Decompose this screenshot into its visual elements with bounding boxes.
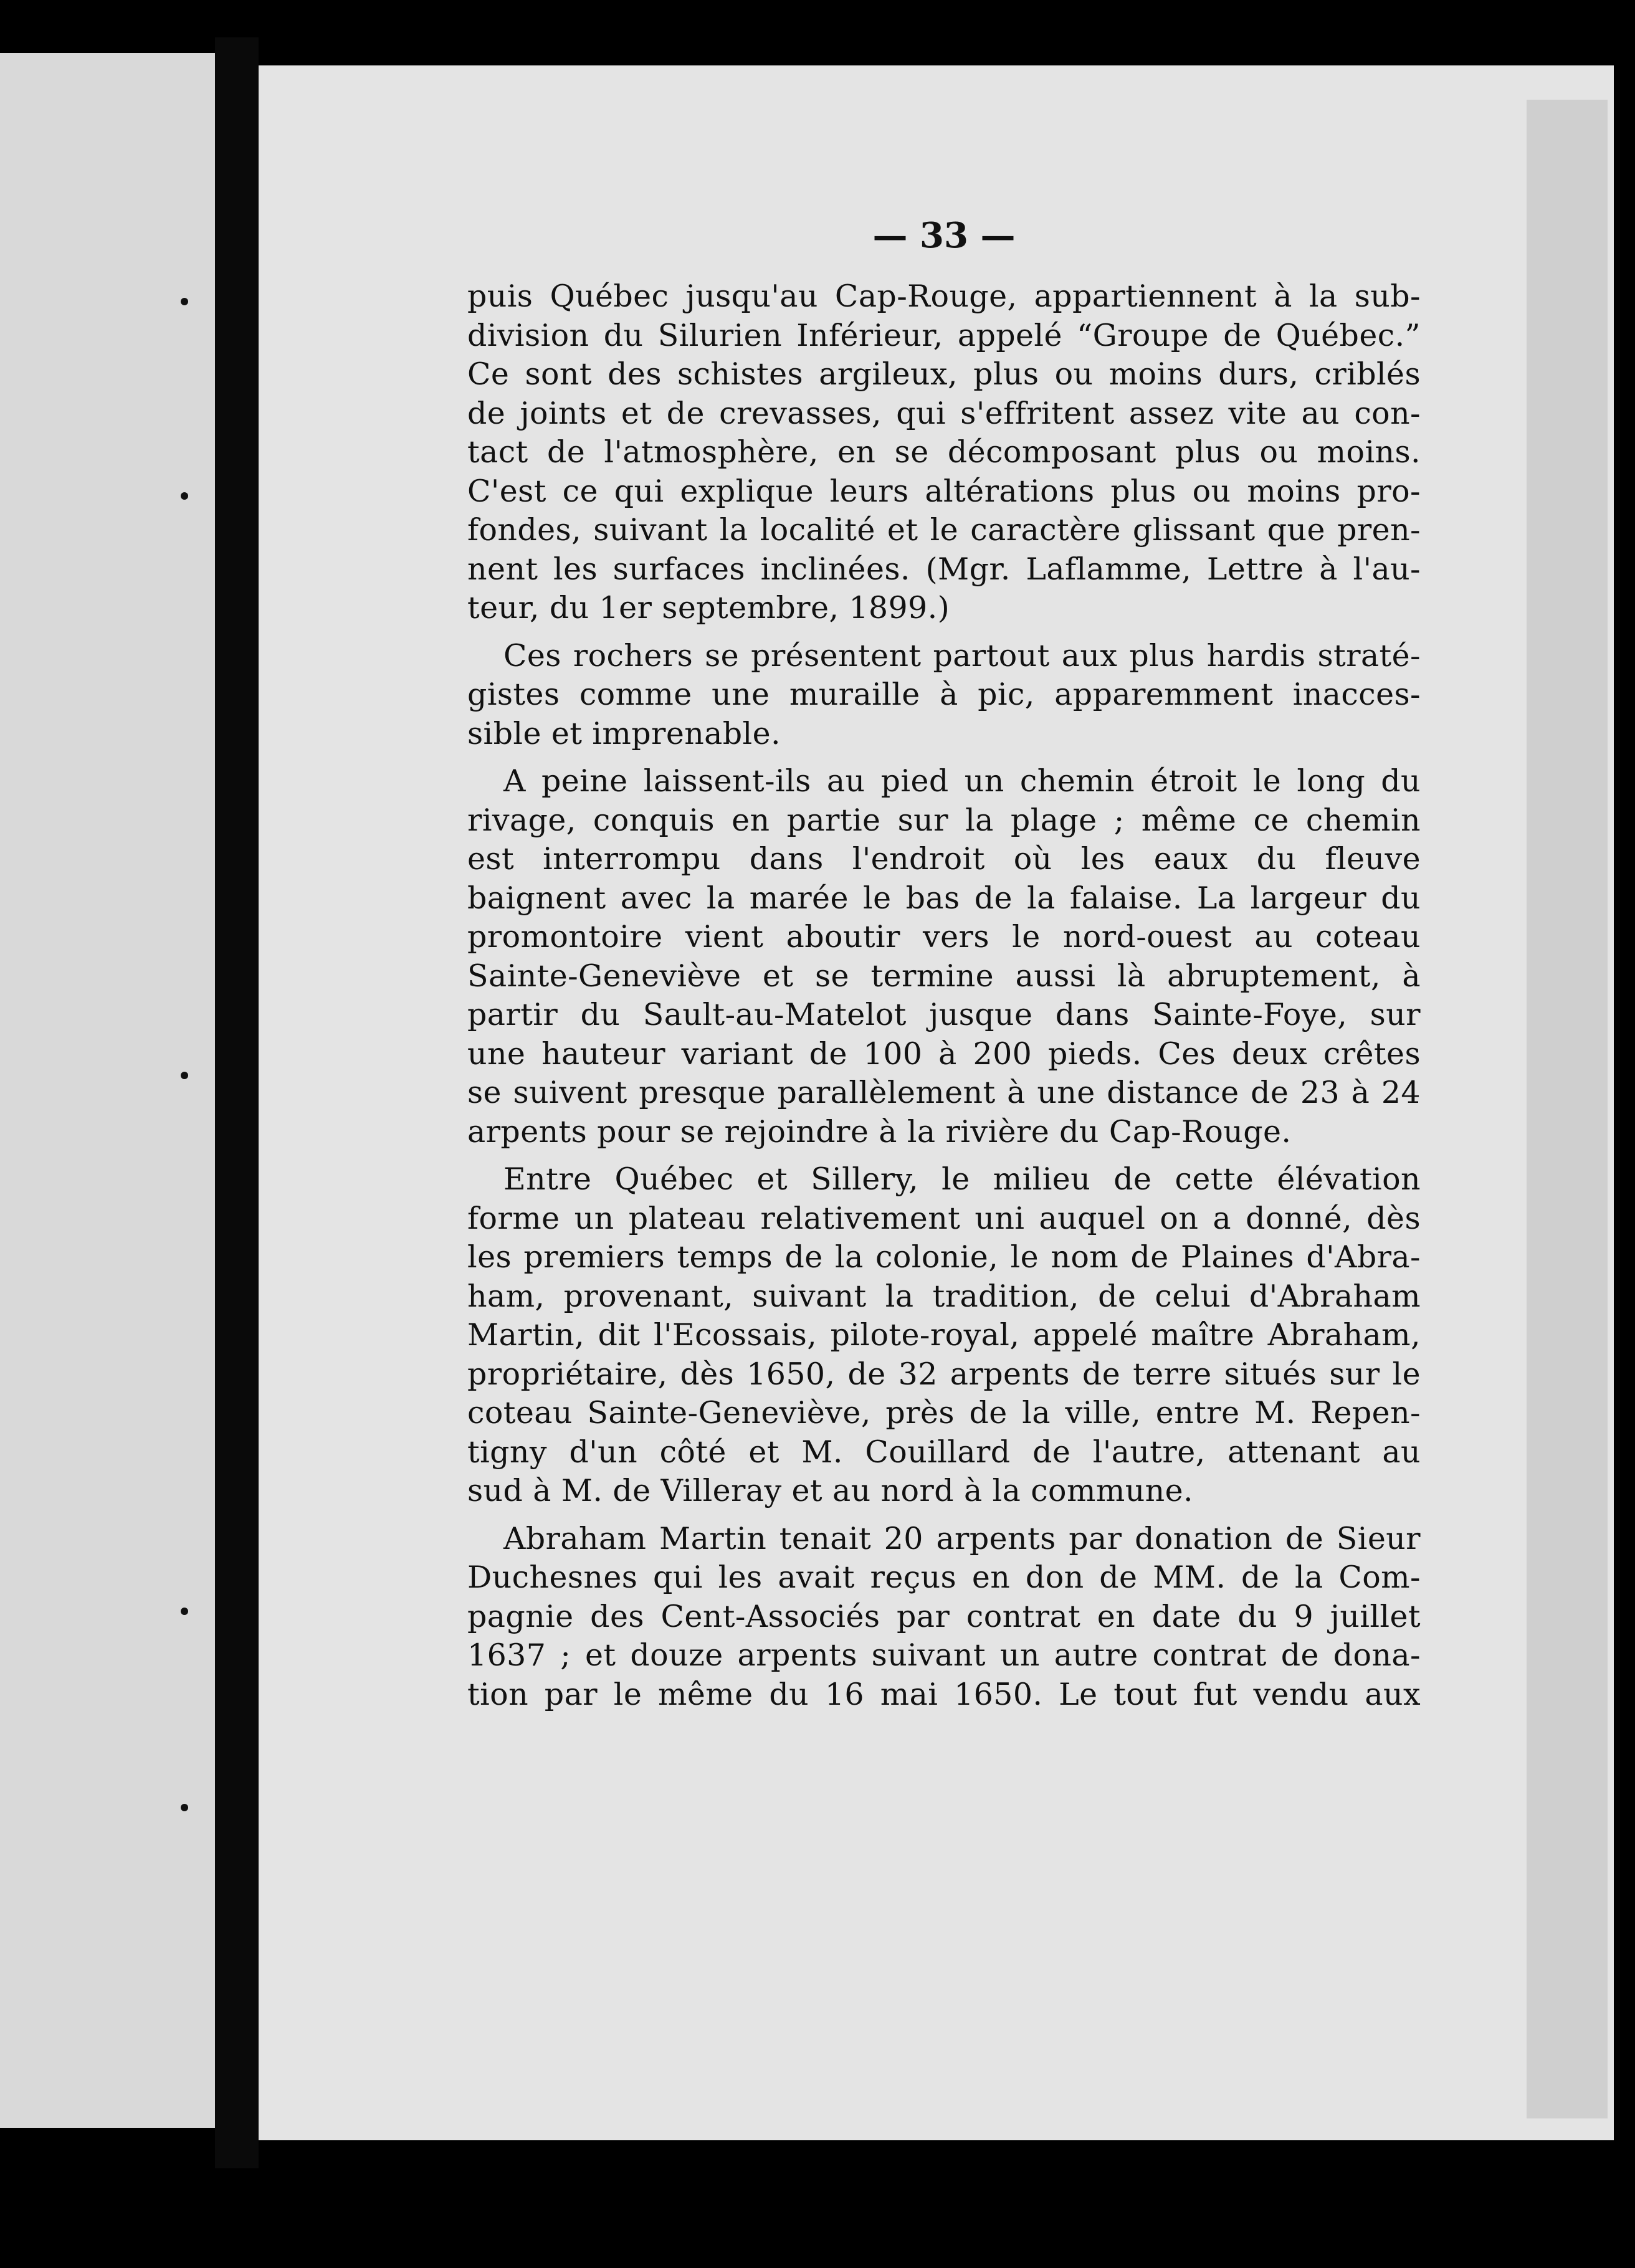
margin-mark bbox=[181, 1608, 188, 1615]
paragraph bbox=[467, 762, 1421, 1151]
page-number: — 33 — bbox=[872, 215, 1016, 256]
text-line: ham, provenant, suivant la tradition, de celui d'Abraham bbox=[467, 1278, 1421, 1314]
text-line: Martin, dit l'Ecossais, pilote-royal, appelé maître Abraham, bbox=[467, 1317, 1421, 1353]
text-line: nent les surfaces inclinées. (Mgr. Laflamme, Lettre à l'au- bbox=[467, 551, 1421, 587]
text-line: de joints et de crevasses, qui s'effritent assez vite au con- bbox=[467, 395, 1421, 431]
text-line: Ces rochers se présentent partout aux plus hardis straté- bbox=[503, 637, 1421, 674]
text-line: tigny d'un côté et M. Couillard de l'autre, attenant au bbox=[467, 1434, 1421, 1470]
paragraph bbox=[467, 1520, 1421, 1715]
text-line: fondes, suivant la localité et le caractère glissant que pren- bbox=[467, 512, 1421, 548]
page-edge bbox=[1527, 100, 1608, 2118]
margin-mark bbox=[181, 298, 188, 305]
body-text bbox=[467, 277, 1421, 1714]
text-line: puis Québec jusqu'au Cap-Rouge, appartiennent à la sub- bbox=[467, 279, 1421, 314]
text-line: coteau Sainte-Geneviève, près de la ville, entre M. Repen- bbox=[467, 1395, 1421, 1431]
text-line: teur, du 1er septembre, 1899.) bbox=[467, 590, 950, 626]
text-line: se suivent presque parallèlement à une distance de 23 à 24 bbox=[467, 1075, 1421, 1110]
text-line: rivage, conquis en partie sur la plage ; même ce chemin bbox=[467, 802, 1421, 838]
text-line: tion par le même du 16 mai 1650. Le tout fut vendu aux bbox=[467, 1676, 1421, 1712]
text-line: Entre Québec et Sillery, le milieu de cette élévation bbox=[503, 1161, 1421, 1197]
text-line: division du Silurien Inférieur, appelé “Groupe de Québec.” bbox=[467, 317, 1421, 353]
text-line: Duchesnes qui les avait reçus en don de MM. de la Com- bbox=[467, 1560, 1421, 1595]
margin-mark bbox=[181, 492, 188, 500]
text-line: forme un plateau relativement uni auquel on a donné, dès bbox=[467, 1200, 1421, 1236]
text-line: tact de l'atmosphère, en se décomposant plus ou moins. bbox=[467, 434, 1421, 470]
text-line: Ce sont des schistes argileux, plus ou moins durs, criblés bbox=[467, 356, 1421, 392]
text-line: gistes comme une muraille à pic, apparemment inacces- bbox=[467, 677, 1421, 712]
text-line: Sainte-Geneviève et se termine aussi là abruptement, à bbox=[467, 958, 1421, 994]
text-line: propriétaire, dès 1650, de 32 arpents de terre situés sur le bbox=[467, 1356, 1421, 1392]
text-line: pagnie des Cent-Associés par contrat en date du 9 juillet bbox=[467, 1598, 1421, 1634]
text-line: Abraham Martin tenait 20 arpents par donation de Sieur bbox=[503, 1520, 1421, 1556]
facing-page bbox=[0, 53, 215, 2128]
text-line: sud à M. de Villeray et au nord à la commune. bbox=[467, 1473, 1193, 1508]
paragraph bbox=[467, 277, 1421, 628]
text-line: C'est ce qui explique leurs altérations plus ou moins pro- bbox=[467, 473, 1421, 509]
text-line: A peine laissent-ils au pied un chemin étroit le long du bbox=[503, 763, 1421, 799]
margin-mark bbox=[181, 1804, 188, 1811]
text-line: baignent avec la marée le bas de la falaise. La largeur du bbox=[467, 880, 1421, 916]
book-binding bbox=[215, 37, 259, 2168]
margin-mark bbox=[181, 1072, 188, 1079]
paragraph bbox=[467, 1160, 1421, 1511]
text-line: 1637 ; et douze arpents suivant un autre contrat de dona- bbox=[467, 1637, 1421, 1673]
text-line: partir du Sault-au-Matelot jusque dans Sainte-Foye, sur bbox=[467, 997, 1421, 1032]
text-line: est interrompu dans l'endroit où les eaux du fleuve bbox=[467, 841, 1421, 877]
text-line: arpents pour se rejoindre à la rivière du Cap-Rouge. bbox=[467, 1113, 1292, 1150]
text-line: promontoire vient aboutir vers le nord-ouest au coteau bbox=[467, 919, 1421, 955]
text-line: une hauteur variant de 100 à 200 pieds. Ces deux crêtes bbox=[467, 1036, 1421, 1072]
paragraph bbox=[467, 637, 1421, 754]
text-line: sible et imprenable. bbox=[467, 715, 781, 751]
text-line: les premiers temps de la colonie, le nom de Plaines d'Abra- bbox=[467, 1239, 1421, 1275]
